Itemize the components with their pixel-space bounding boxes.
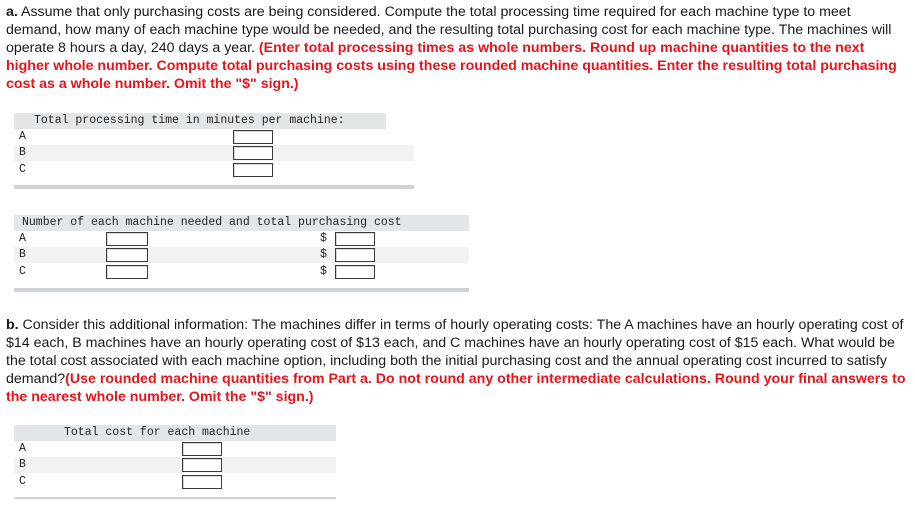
part-b-instruction: (Use rounded machine quantities from Part a. Do not round any other intermediate calculations. Round your final answers to the nearest whole number. Omit the "$" sign.) <box>6 371 906 405</box>
table-row <box>14 441 336 457</box>
row-label: A <box>19 232 26 245</box>
part-b-question <box>6 316 908 406</box>
machines-b-input[interactable] <box>106 248 148 262</box>
purchase-cost-c-input[interactable] <box>335 265 375 279</box>
processing-time-a-input[interactable] <box>233 130 273 144</box>
total-cost-b-input[interactable] <box>182 458 222 472</box>
processing-time-b-input[interactable] <box>233 146 273 160</box>
row-label: B <box>19 146 26 159</box>
table-header <box>14 215 469 231</box>
row-label: C <box>19 475 26 488</box>
part-b-text: Consider this additional information: The machines differ in terms of hourly operating costs: The A machines have an hourly operating cost of $14 each, B machines have an hourly operating cost of $13 each, and C machines have an hourly operating cost of $15 each. What would be the total cost associated with each machine option, including both the initial purchasing cost and the annual operating cost incurred to satisfy demand? <box>6 317 904 387</box>
table-row <box>14 162 414 178</box>
table-row <box>14 231 469 247</box>
purchase-cost-a-input[interactable] <box>335 232 375 246</box>
table-header <box>14 425 336 441</box>
part-a-prefix: a. <box>6 4 18 20</box>
table-divider <box>14 497 336 499</box>
total-cost-a-input[interactable] <box>182 442 222 456</box>
table-row <box>14 474 336 490</box>
table-header-text: Total cost for each machine <box>64 426 251 439</box>
table-row <box>14 145 414 161</box>
table-header-text: Total processing time in minutes per machine: <box>34 114 345 127</box>
row-label: C <box>19 265 26 278</box>
row-label: A <box>19 130 26 143</box>
processing-time-c-input[interactable] <box>233 163 273 177</box>
row-label: C <box>19 163 26 176</box>
machines-c-input[interactable] <box>106 265 148 279</box>
part-a-question <box>6 3 908 93</box>
part-b-prefix: b. <box>6 317 19 333</box>
table-row <box>14 264 469 280</box>
table-row <box>14 457 336 473</box>
table-header <box>14 113 386 129</box>
row-label: B <box>19 458 26 471</box>
table-header-text: Number of each machine needed and total purchasing cost <box>22 216 402 229</box>
table-row <box>14 129 414 145</box>
part-a-text: Assume that only purchasing costs are being considered. Compute the total processing time required for each machine type to meet demand, how many of each machine type would be needed, and the resulting total purchasing cost for each machine type. The machines will operate 8 hours a day, 240 days a year. <box>6 4 892 56</box>
currency-sign: $ <box>320 248 327 261</box>
part-a-instruction: (Enter total processing times as whole numbers. Round up machine quantities to the next higher whole number. Compute total purchasing costs using these rounded machine quantities. Enter the resulting total purchasing cost as a whole number. Omit the "$" sign.) <box>6 40 897 92</box>
currency-sign: $ <box>320 265 327 278</box>
table-divider <box>14 185 414 189</box>
machines-a-input[interactable] <box>106 232 148 246</box>
row-label: B <box>19 248 26 261</box>
table-divider <box>14 288 469 292</box>
purchase-cost-b-input[interactable] <box>335 248 375 262</box>
total-cost-c-input[interactable] <box>182 475 222 489</box>
row-label: A <box>19 442 26 455</box>
table-row <box>14 247 469 263</box>
currency-sign: $ <box>320 232 327 245</box>
